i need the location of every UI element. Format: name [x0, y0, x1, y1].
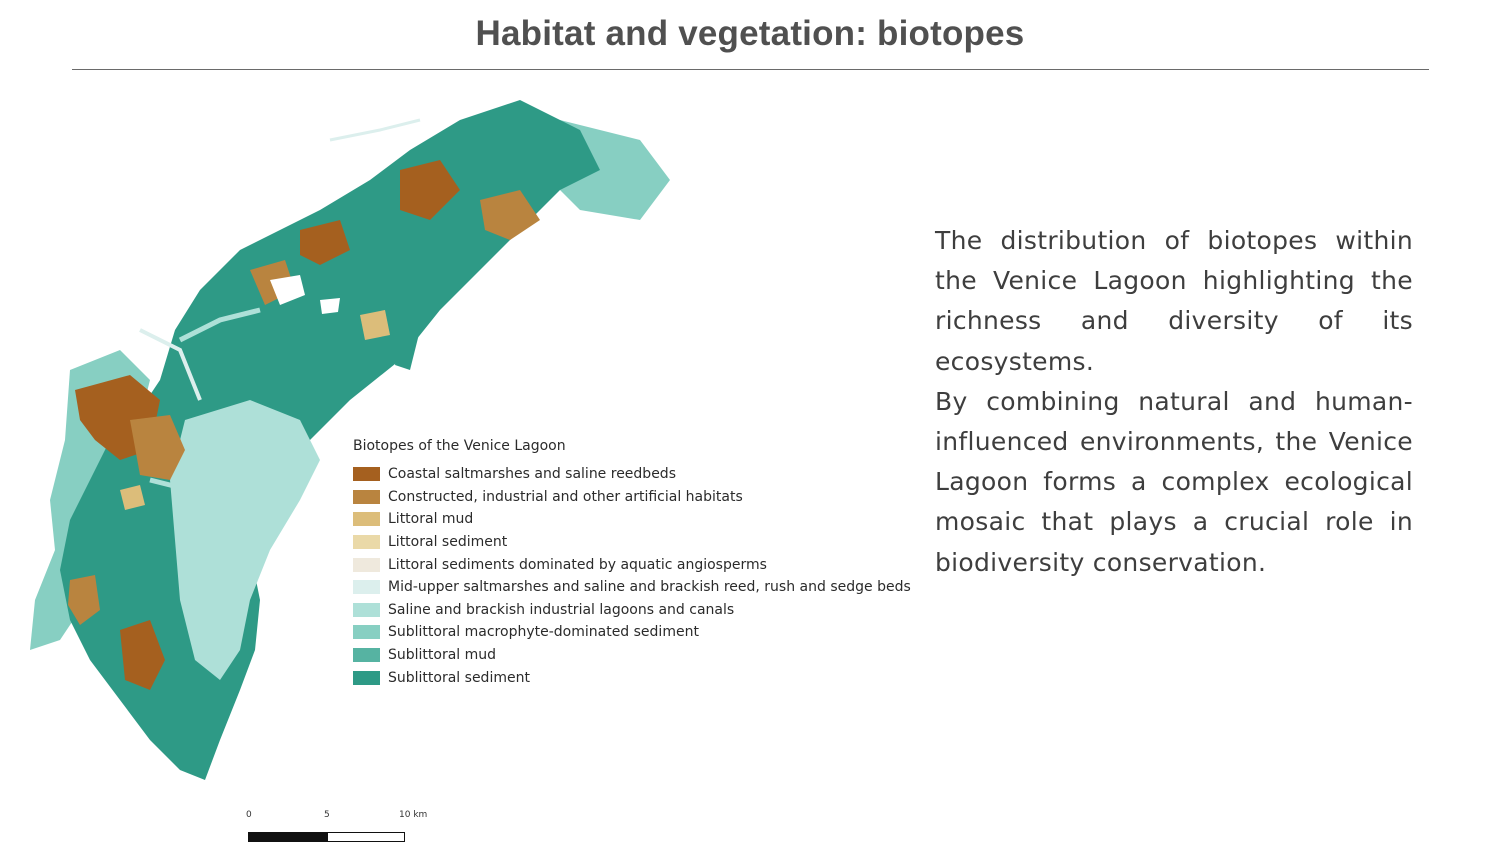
- legend-swatch: [353, 671, 380, 685]
- legend-swatch: [353, 558, 380, 572]
- littoral-mud-1: [360, 310, 390, 340]
- scale-tick-0: 0: [246, 810, 252, 820]
- legend-swatch: [353, 603, 380, 617]
- scale-tick-5: 5: [324, 810, 330, 820]
- legend-title: Biotopes of the Venice Lagoon: [353, 438, 566, 454]
- legend-swatch: [353, 535, 380, 549]
- legend-item: [353, 508, 913, 531]
- legend-swatch: [353, 467, 380, 481]
- scale-segment-white: [327, 832, 405, 842]
- legend-label: Sublittoral sediment: [388, 669, 530, 686]
- legend-label: Sublittoral mud: [388, 647, 497, 664]
- title-divider: [72, 69, 1429, 70]
- legend-label: Littoral mud: [388, 511, 474, 528]
- description-paragraph-1: The distribution of biotopes within the Venice Lagoon highlighting the richness and diversity of its ecosystems.: [935, 226, 1413, 376]
- legend-swatch: [353, 648, 380, 662]
- map-legend: [353, 436, 913, 689]
- legend-label: Constructed, industrial and other artificial habitats: [388, 488, 743, 505]
- legend-item: [353, 486, 913, 509]
- islet-1: [320, 298, 340, 314]
- slide-title: Habitat and vegetation: biotopes: [475, 14, 1025, 53]
- scale-bar: [246, 810, 446, 850]
- legend-label: Saline and brackish industrial lagoons and canals: [388, 601, 735, 618]
- legend-label: Mid-upper saltmarshes and saline and brackish reed, rush and sedge beds: [388, 579, 911, 596]
- legend-label: Littoral sediments dominated by aquatic angiosperms: [388, 556, 767, 573]
- legend-item: [353, 576, 913, 599]
- description-paragraph-2: By combining natural and human-influenced environments, the Venice Lagoon forms a complex ecological mosaic that plays a crucial role in biodiversity conservation.: [935, 386, 1413, 577]
- legend-swatch: [353, 490, 380, 504]
- legend-swatch: [353, 625, 380, 639]
- description: [935, 221, 1413, 583]
- scale-tick-10: 10 km: [399, 810, 428, 820]
- legend-item: [353, 463, 913, 486]
- legend-item: [353, 644, 913, 667]
- legend-swatch: [353, 512, 380, 526]
- legend-item: [353, 553, 913, 576]
- legend-item: [353, 621, 913, 644]
- legend-label: Sublittoral macrophyte-dominated sediment: [388, 624, 699, 641]
- nw-channel: [330, 120, 420, 140]
- legend-label: Coastal saltmarshes and saline reedbeds: [388, 466, 676, 483]
- legend-item: [353, 666, 913, 689]
- legend-item: [353, 531, 913, 554]
- scale-segment-black: [248, 832, 328, 842]
- legend-label: Littoral sediment: [388, 534, 508, 551]
- legend-item: [353, 599, 913, 622]
- legend-items: [353, 463, 913, 689]
- legend-swatch: [353, 580, 380, 594]
